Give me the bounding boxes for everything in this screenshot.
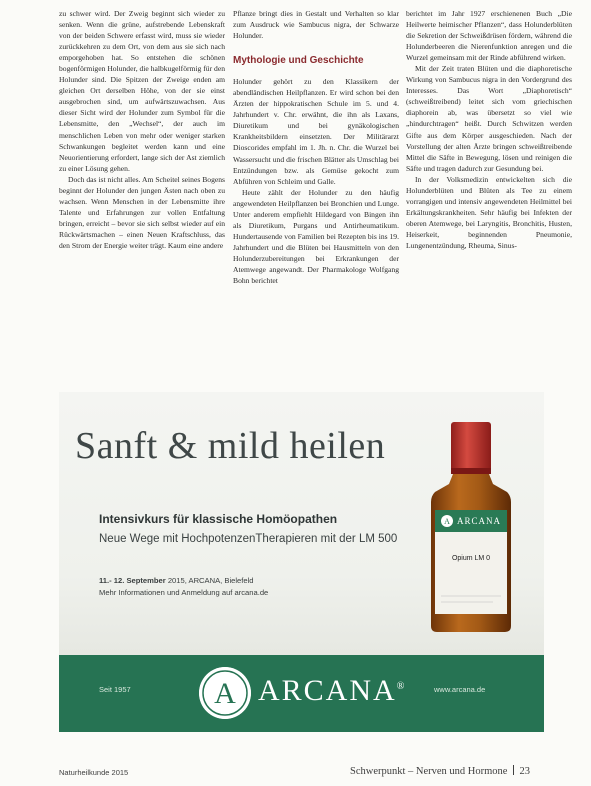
ad-date: 11.- 12. September 2015, ARCANA, Bielefeld: [99, 576, 254, 585]
ad-footer-band: [59, 655, 544, 732]
ad-since: Seit 1957: [99, 685, 131, 694]
paragraph: Pflanze bringt dies in Gestalt und Verhalten so klar zum Ausdruck wie Sambucus nigra, der Schwarze Holunder.: [233, 9, 399, 41]
medicine-bottle-image: [423, 420, 519, 636]
arcana-logo-icon: [199, 667, 251, 719]
ad-subtitle: Neue Wege mit HochpotenzenTherapieren mit der LM 500: [99, 533, 398, 545]
ad-title: Intensivkurs für klassische Homöopathen: [99, 512, 338, 526]
paragraph: Mit der Zeit traten Blüten und die diaphoretische Wirkung von Sambucus nigra in den Vordergrund des Interesses. Das Wort „Diaphoretisch“ (schweißtreibend) leitet sich vom griechischen diaphorein ab, was übersetzt so viel wie „hindurchtragen“ heißt. Durch Schwitzen werden Gifte aus dem Körper ausgeschieden. Nach der Vorstellung der alten Ärzte bringen schweißtreibende Mittel die Säfte in Bewegung, lösen und reinigen die Säfte und tragen dadurch zur Gesundung bei.: [406, 64, 572, 173]
paragraph: zu schwer wird. Der Zweig beginnt sich wieder zu senken. Wenn die grüne, aufstrebende Lebenskraft von der beiden Schwere erfasst wird, muss sie wieder zurückkehren zu dem Ort, von dem aus sie sich nach emporgehoben hat. So entstehen die schönen bogenförmigen Holunder, die halbkugelförmig für den Holunder sind. Die Spitzen der Zweige enden am gleichen Ort derselben Höhe, von der sie einst ausgebrochen sind, um aufwärtszuwachsen. Aus dieser Sicht wird der Holunder zum Symbol für die Lebensmitte, den „Wechsel“, der auch im menschlichen Leben von mehr oder weniger starken Schwankungen begleitet werden kann und eine Neuorientierung erfordert, lange sich der Ast ziemlich zu einer Lösung gehen.: [59, 9, 225, 173]
ad-website-link[interactable]: www.arcana.de: [434, 685, 486, 694]
footer-publication: Naturheilkunde 2015: [59, 768, 129, 777]
paragraph: Heute zählt der Holunder zu den häufig angewendeten Heilpflanzen bei Bronchien und Lunge. Unter anderem empfiehlt Hildegard von Bingen ihn als Diuretikum, Purgans und Antirheumatikum. Hundertausende von Familien bei Rezepten bis ins 19. Jahrhundert und die Blüten bei Hausmitteln von den Holunderzubereitungen bei Erkrankungen der Atemwege angewandt. Der Pharmakologe Wolfgang Bohn berichtet: [233, 187, 399, 286]
footer-section: Schwerpunkt – Nerven und Hormone 23: [350, 766, 530, 777]
ad-brand-wordmark: ARCANA®: [258, 674, 405, 707]
paragraph: Holunder gehört zu den Klassikern der abendländischen Heilpflanzen. Er wird schon bei den Ärzten der hippokratischen Schule im 5. und 4. Jahrhundert v. Chr. erwähnt, die ihn als Laxans, Diuretikum und bei gynäkologischen Krankheitsbildern einsetzten. Der Militärarzt Dioscorides empfahl im 1. Jh. n. Chr. die Wurzel bei Wassersucht und die frischen Blätter als Umschlag bei Entzündungen bzw. als Gemüse gekocht zum Abführen von Schleim und Galle.: [233, 77, 399, 186]
ad-info-link[interactable]: Mehr Informationen und Anmeldung auf arcana.de: [99, 588, 269, 597]
advertisement[interactable]: [59, 392, 544, 732]
page-number: 23: [519, 766, 530, 777]
paragraph: In der Volksmedizin entwickelten sich die Holunderblüten und Blüten als Tee zu einem vorrangigen und intensiv angewendeten Heilmittel bei Erkältungskrankheiten. Sehr häufig bei Infekten der oberen Atemwege, bei Laryngitis, Bronchitis, Husten, Heiserkeit, beginnenden Pneumonie, Lungenentzündung, Rheuma, Sinus-: [406, 174, 572, 250]
footer-divider: [513, 765, 514, 775]
svg-text:A: A: [444, 517, 450, 526]
text-column-left: [59, 8, 225, 251]
ad-slogan: Sanft & mild heilen: [75, 425, 386, 467]
text-column-middle: [233, 8, 399, 286]
text-column-right: [406, 8, 572, 251]
bottle-cap: [451, 422, 491, 472]
paragraph: Doch das ist nicht alles. Am Scheitel seines Bogens beginnt der Holunder den jungen Ästen nach oben zu wachsen. Wenn Menschen in der Lebensmitte ihre Talente und Erfahrungen zur vollen Entfaltung bringen, erreicht – bevor sie sich selbst wieder auf ein Rückwärtsmachen – einen Neuen Kraftschluss, das den Strom der Energie weiter trägt. Kaum eine andere: [59, 174, 225, 250]
section-heading: Mythologie und Geschichte: [233, 55, 364, 67]
svg-text:A: A: [214, 677, 236, 710]
svg-text:Opium LM 0: Opium LM 0: [451, 555, 491, 562]
paragraph: berichtet im Jahr 1927 erschienenen Buch „Die Heilwerte heimischer Pflanzen“, dass Holunderblüten die Sekretion der Schweißdrüsen fördern, während die Holunderbeeren die Nierenfunktion anregen und die Wurzel gemeinsam mit der Rinde abführend wirken.: [406, 9, 572, 63]
svg-text:ARCANA: ARCANA: [456, 516, 502, 526]
